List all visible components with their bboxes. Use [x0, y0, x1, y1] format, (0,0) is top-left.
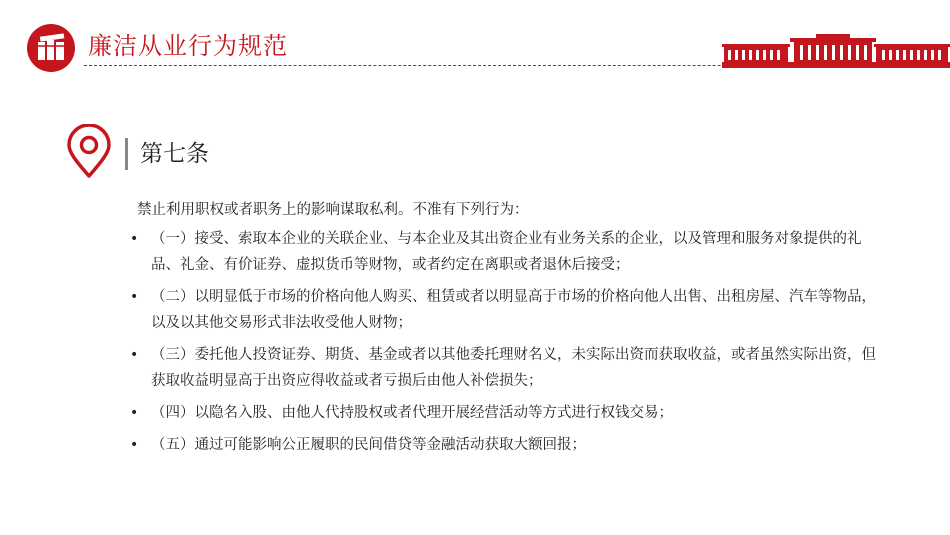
books-icon: [27, 24, 75, 72]
intro-text: 禁止利用职权或者职务上的影响谋取私利。不准有下列行为：: [137, 202, 529, 218]
list-item-text: （五）通过可能影响公正履职的民间借贷等金融活动获取大额回报；: [151, 437, 586, 453]
bullet: •: [130, 289, 139, 305]
bullet: •: [130, 437, 139, 453]
list-item-text: （一）接受、索取本企业的关联企业、与本企业及其出资企业有业务关系的企业，以及管理和服务对象提供的礼品、礼金、有价证券、虚拟货币等财物，或者约定在离职或者退休后接受；: [151, 231, 862, 273]
list-item: [130, 342, 890, 394]
list-item-text: （三）委托他人投资证券、期货、基金或者以其他委托理财名义，未实际出资而获取收益，或者虽然实际出资，但获取收益明显高于出资应得收益或者亏损后由他人补偿损失；: [151, 347, 876, 389]
building-silhouette-icon: [722, 34, 950, 68]
list-item-text: （二）以明显低于市场的价格向他人购买、租赁或者以明显高于市场的价格向他人出售、出租房屋、汽车等物品，以及以其他交易形式非法收受他人财物；: [151, 289, 876, 331]
list-item: [130, 284, 890, 336]
list-item: [130, 432, 890, 458]
bullet: •: [130, 231, 139, 247]
list-item: [130, 226, 890, 278]
section-divider: [125, 138, 128, 170]
page-title: 廉洁从业行为规范: [88, 32, 288, 60]
bullet: •: [130, 405, 139, 421]
location-pin-icon: [66, 124, 112, 178]
bullet: •: [130, 347, 139, 363]
list-item-text: （四）以隐名入股、由他人代持股权或者代理开展经营活动等方式进行权钱交易；: [151, 405, 673, 421]
section-title: 第七条: [140, 141, 209, 167]
provision-list: [130, 226, 890, 464]
list-item: [130, 400, 890, 426]
